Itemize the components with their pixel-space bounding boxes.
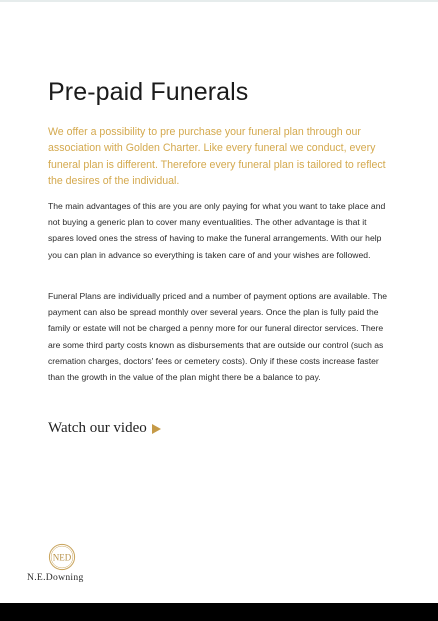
logo-monogram-icon bbox=[48, 543, 76, 571]
page-title: Pre-paid Funerals bbox=[48, 78, 249, 106]
watch-video-label: Watch our video bbox=[48, 420, 147, 436]
top-divider bbox=[0, 0, 438, 2]
play-icon bbox=[152, 424, 161, 434]
bottom-bar bbox=[0, 603, 438, 621]
logo-wordmark: N.E.Downing bbox=[27, 572, 84, 583]
logo-monogram-text: NED bbox=[52, 552, 72, 563]
body-paragraph-payment: Funeral Plans are individually priced and a number of payment options are available. The payment can also be spread monthly over several years. Once the plan is fully paid the family or estate will not be charged a penny more for our funeral director services. There are some third party costs known as disbursements that are outside our control (such as cremation charges, doctors' fees or cemetery costs). Only if these costs increase faster than the growth in the value of the plan might there be a balance to pay. bbox=[48, 291, 388, 383]
intro-text: We offer a possibility to pre purchase your funeral plan through our association with Golden Charter. Like every funeral we conduct, every funeral plan is different. Therefore every funeral plan is tailored to reflect the desires of the individual. bbox=[48, 126, 386, 187]
watch-video-link[interactable] bbox=[48, 418, 161, 438]
body-paragraph-advantages: The main advantages of this are you are only paying for what you want to take place and not buying a generic plan to cover many eventualities. The other advantage is that it spares loved ones the stress of having to make the funeral arrangements. With our help you can plan in advance so everything is taken care of and your wishes are followed. bbox=[48, 201, 386, 260]
